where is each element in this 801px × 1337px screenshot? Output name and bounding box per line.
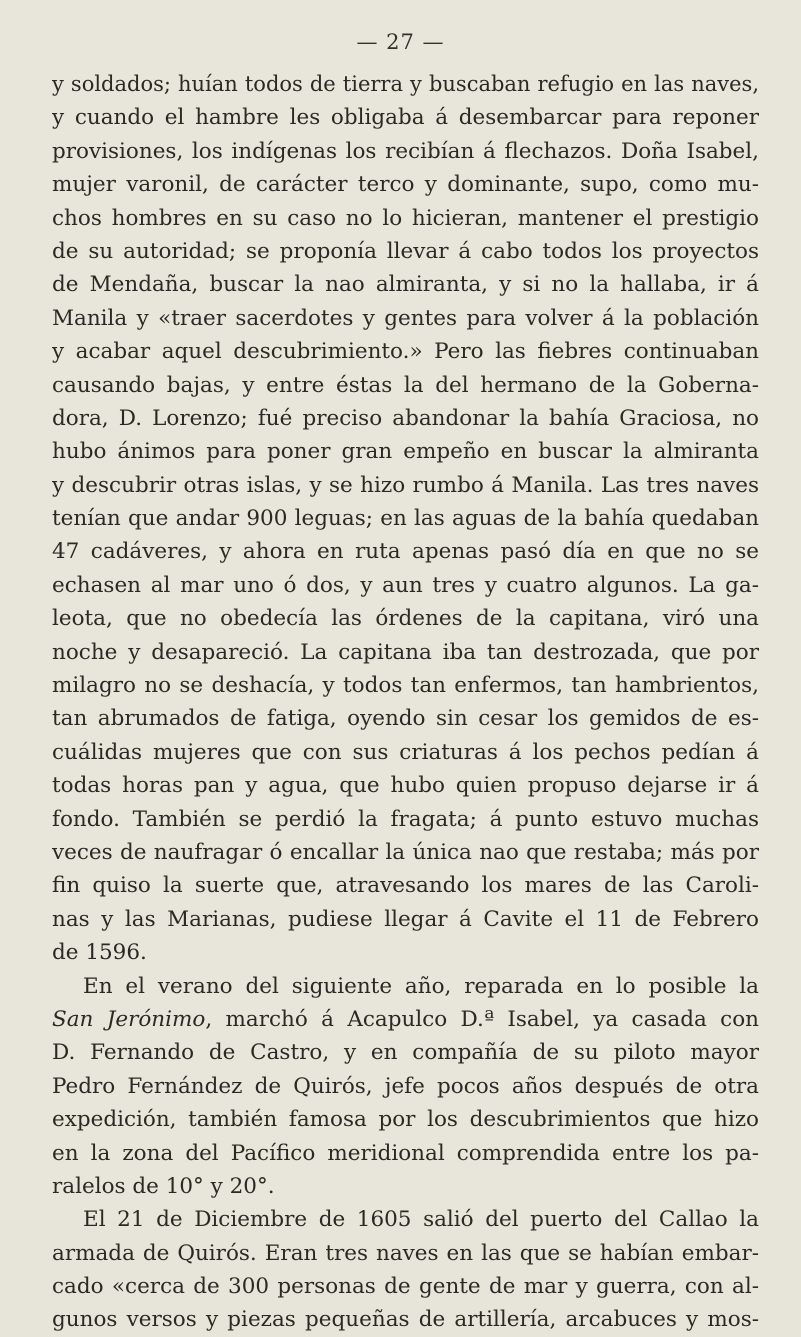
text-line: Manila y «traer sacerdotes y gentes para volver á la población bbox=[52, 305, 759, 331]
text-line: y cuando el hambre les obligaba á desembarcar para reponer bbox=[52, 105, 759, 131]
text-line: milagro no se deshacía, y todos tan enfermos, tan hambrientos, bbox=[52, 673, 759, 699]
text-line: fin quiso la suerte que, atravesando los mares de las Caroli- bbox=[52, 873, 759, 899]
text-line: leota, que no obedecía las órdenes de la capitana, viró una bbox=[52, 606, 759, 632]
text-line: y soldados; huían todos de tierra y buscaban refugio en las naves, bbox=[52, 72, 759, 96]
text-line: D. Fernando de Castro, y en compañía de su piloto mayor bbox=[52, 1040, 759, 1066]
text-line: cado «cerca de 300 personas de gente de mar y guerra, con al- bbox=[52, 1274, 759, 1300]
text-line: chos hombres en su caso no lo hicieran, mantener el prestigio bbox=[52, 205, 759, 231]
text-line: 47 cadáveres, y ahora en ruta apenas pasó día en que no se bbox=[52, 539, 759, 565]
text-line: echasen al mar uno ó dos, y aun tres y cuatro algunos. La ga- bbox=[52, 572, 759, 598]
text-line: San Jerónimo, marchó á Acapulco D.ª Isabel, ya casada con bbox=[52, 1006, 759, 1032]
text-line: causando bajas, y entre éstas la del hermano de la Goberna- bbox=[52, 372, 759, 398]
text-line: En el verano del siguiente año, reparada en lo posible la bbox=[83, 973, 759, 999]
text-line: tenían que andar 900 leguas; en las aguas de la bahía quedaban bbox=[52, 506, 759, 532]
text-line: en la zona del Pacífico meridional comprendida entre los pa- bbox=[52, 1140, 759, 1166]
text-line: y descubrir otras islas, y se hizo rumbo á Manila. Las tres naves bbox=[52, 472, 759, 498]
text-line: armada de Quirós. Eran tres naves en las que se habían embar- bbox=[52, 1240, 759, 1266]
body-text bbox=[52, 68, 759, 1337]
text-line: de 1596. bbox=[52, 940, 147, 966]
text-line: fondo. También se perdió la fragata; á punto estuvo muchas bbox=[52, 806, 759, 832]
text-line: de Mendaña, buscar la nao almiranta, y si no la hallaba, ir á bbox=[52, 272, 759, 298]
text-line: mujer varonil, de carácter terco y dominante, supo, como mu- bbox=[52, 172, 759, 198]
text-line: dora, D. Lorenzo; fué preciso abandonar la bahía Graciosa, no bbox=[52, 405, 759, 431]
text-line: todas horas pan y agua, que hubo quien propuso dejarse ir á bbox=[52, 773, 759, 799]
text-line: de su autoridad; se proponía llevar á cabo todos los proyectos bbox=[52, 238, 759, 264]
text-line: hubo ánimos para poner gran empeño en buscar la almiranta bbox=[52, 439, 759, 465]
text-line: nas y las Marianas, pudiese llegar á Cavite el 11 de Febrero bbox=[52, 906, 759, 932]
text-line: expedición, también famosa por los descubrimientos que hizo bbox=[52, 1107, 759, 1133]
ship-name: San Jerónimo bbox=[52, 1006, 206, 1032]
text-line: y acabar aquel descubrimiento.» Pero las fiebres continuaban bbox=[52, 339, 759, 365]
text-line: ralelos de 10° y 20°. bbox=[52, 1173, 275, 1199]
page-number: — 27 — bbox=[356, 30, 445, 54]
text-line: gunos versos y piezas pequeñas de artillería, arcabuces y mos- bbox=[52, 1307, 759, 1333]
text-line: cuálidas mujeres que con sus criaturas á los pechos pedían á bbox=[52, 739, 759, 765]
text-line: Pedro Fernández de Quirós, jefe pocos años después de otra bbox=[52, 1073, 759, 1099]
text-line: veces de naufragar ó encallar la única nao que restaba; más por bbox=[52, 839, 759, 865]
text-line: tan abrumados de fatiga, oyendo sin cesar los gemidos de es- bbox=[52, 706, 759, 732]
text-line: noche y desapareció. La capitana iba tan destrozada, que por bbox=[52, 639, 759, 665]
text-line: El 21 de Diciembre de 1605 salió del puerto del Callao la bbox=[83, 1207, 759, 1233]
text-line: provisiones, los indígenas los recibían á flechazos. Doña Isabel, bbox=[52, 138, 759, 164]
